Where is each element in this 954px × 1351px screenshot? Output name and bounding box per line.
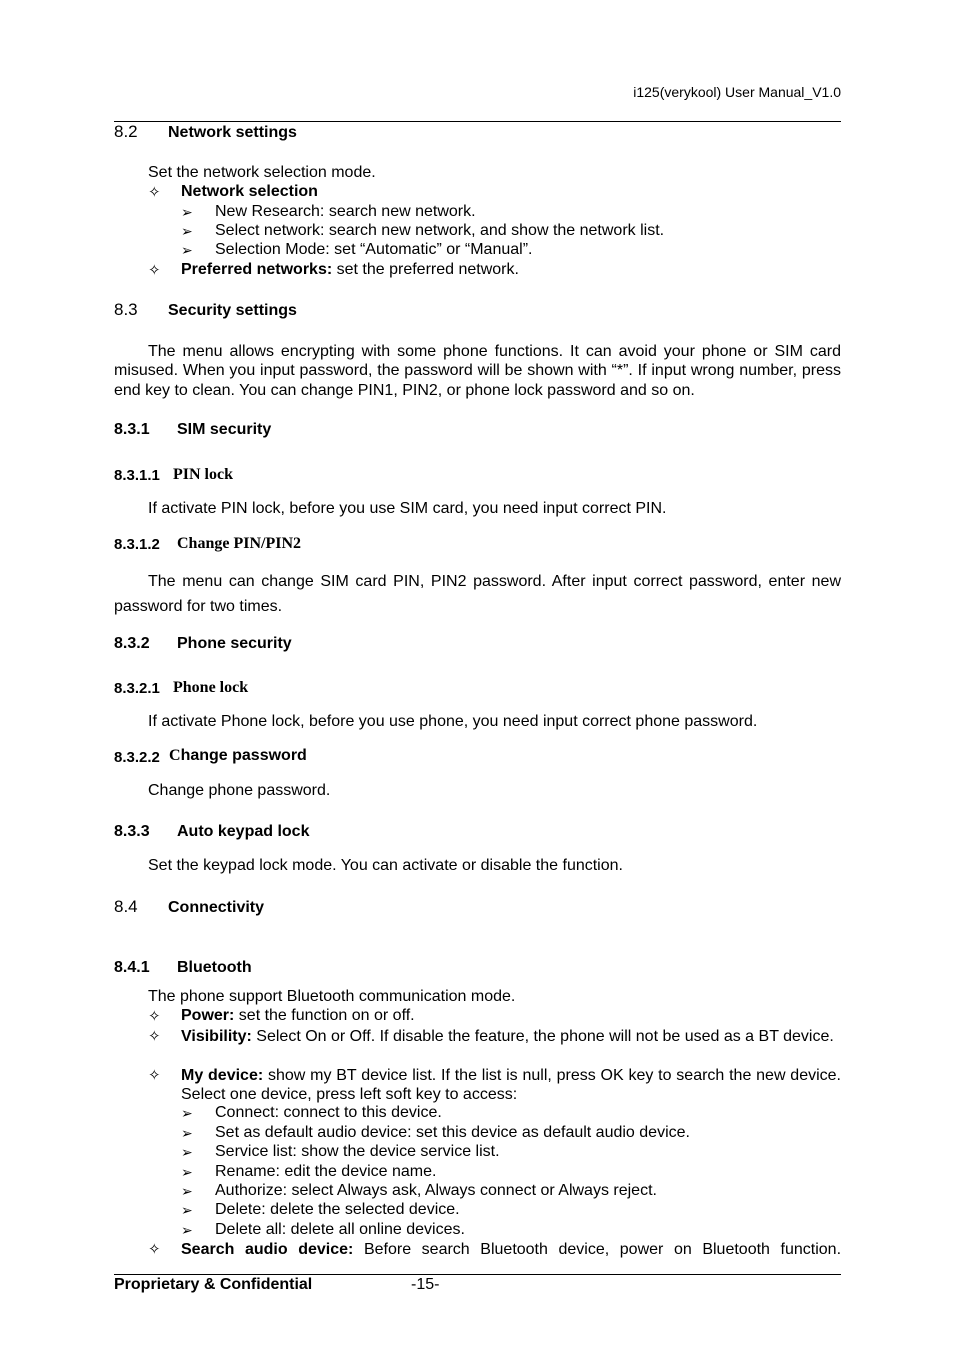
list-item	[181, 1066, 841, 1105]
sub-list-item: Authorize: select Always ask, Always connect or Always reject.	[215, 1182, 657, 1199]
subsubsection-title: Phone lock	[173, 679, 249, 696]
diamond-bullet-icon: ✧	[148, 1028, 161, 1045]
header-rule	[114, 121, 841, 122]
footer-rule	[114, 1274, 841, 1275]
subsection-title: Auto keypad lock	[177, 823, 310, 840]
list-item	[181, 1027, 841, 1046]
paragraph-text: The menu allows encrypting with some phone functions. It can avoid your phone or SIM card misused. When you input password, the password will be shown with “*”. If input wrong number, press end key to clean. You can change PIN1, PIN2, or phone lock password and so on.	[114, 343, 841, 399]
section-title: Network settings	[168, 124, 297, 141]
sub-list-item: Select network: search new network, and show the network list.	[215, 222, 665, 239]
subsubsection-number: 8.3.2.2	[114, 749, 160, 766]
section-title: Connectivity	[168, 899, 265, 916]
list-item	[181, 261, 519, 279]
paragraph: If activate Phone lock, before you use phone, you need input correct phone password.	[148, 713, 758, 730]
list-item-label: Preferred networks:	[181, 261, 333, 278]
list-item	[181, 1007, 415, 1025]
document-title: i125(verykool) User Manual_V1.0	[633, 84, 841, 100]
list-item	[181, 183, 318, 201]
list-item-text: Select On or Off. If disable the feature, the phone will not be used as a BT device.	[251, 1028, 834, 1045]
list-item-label: Power:	[181, 1007, 235, 1024]
diamond-bullet-icon: ✧	[148, 1008, 161, 1025]
paragraph: Change phone password.	[148, 782, 331, 799]
list-item-text: set the function on or off.	[234, 1007, 415, 1024]
arrow-bullet-icon: ➢	[181, 1202, 193, 1218]
subsubsection-title	[169, 747, 307, 765]
subsubsection-title: PIN lock	[173, 466, 233, 483]
subsubsection-number: 8.3.1.2	[114, 536, 160, 553]
sub-list-item: New Research: search new network.	[215, 203, 476, 220]
sub-list-item: Delete: delete the selected device.	[215, 1201, 460, 1218]
subsubsection-number: 8.3.2.1	[114, 680, 160, 697]
sub-list-item: Set as default audio device: set this device as default audio device.	[215, 1124, 690, 1141]
section-number: 8.3	[114, 300, 138, 319]
paragraph: The phone support Bluetooth communication mode.	[148, 988, 516, 1005]
title-rest: hange password	[180, 747, 307, 764]
subsection-title: Bluetooth	[177, 959, 252, 976]
sub-list-item: Service list: show the device service list.	[215, 1143, 500, 1160]
diamond-bullet-icon: ✧	[148, 1067, 161, 1084]
list-item-label: Network selection	[181, 183, 318, 200]
diamond-bullet-icon: ✧	[148, 262, 161, 279]
subsection-number: 8.3.1	[114, 421, 150, 438]
arrow-bullet-icon: ➢	[181, 223, 193, 239]
paragraph-text: The menu can change SIM card PIN, PIN2 password. After input correct password, enter new password for two times.	[114, 573, 841, 615]
subsection-number: 8.3.2	[114, 635, 150, 652]
diamond-bullet-icon: ✧	[148, 1241, 161, 1258]
sub-list-item: Selection Mode: set “Automatic” or “Manual”.	[215, 241, 533, 258]
arrow-bullet-icon: ➢	[181, 1144, 193, 1160]
list-item-text: Before search Bluetooth device, power on Bluetooth function.	[353, 1241, 842, 1258]
arrow-bullet-icon: ➢	[181, 1125, 193, 1141]
page-number: -15-	[411, 1276, 440, 1293]
list-item-label: Visibility:	[181, 1028, 252, 1045]
sub-list-item: Rename: edit the device name.	[215, 1163, 437, 1180]
arrow-bullet-icon: ➢	[181, 1183, 193, 1199]
footer-confidential: Proprietary & Confidential	[114, 1276, 313, 1293]
paragraph	[114, 569, 841, 619]
list-item-text: show my BT device list. If the list is null, press OK key to search the new device. Select one device, press left soft key to access:	[181, 1067, 841, 1104]
list-item-text: set the preferred network.	[332, 261, 519, 278]
list-item	[181, 1240, 841, 1259]
subsection-number: 8.3.3	[114, 823, 150, 840]
paragraph	[114, 342, 841, 400]
section-number: 8.4	[114, 897, 138, 916]
subsubsection-title: Change PIN/PIN2	[177, 535, 302, 552]
arrow-bullet-icon: ➢	[181, 1164, 193, 1180]
list-item-label: Search audio device:	[181, 1241, 354, 1258]
arrow-bullet-icon: ➢	[181, 1222, 193, 1238]
arrow-bullet-icon: ➢	[181, 1105, 193, 1121]
paragraph: Set the keypad lock mode. You can activate or disable the function.	[148, 857, 623, 874]
subsection-title: SIM security	[177, 421, 272, 438]
sub-list-item: Delete all: delete all online devices.	[215, 1221, 465, 1238]
subsection-title: Phone security	[177, 635, 292, 652]
diamond-bullet-icon: ✧	[148, 184, 161, 201]
section-title: Security settings	[168, 302, 297, 319]
paragraph: Set the network selection mode.	[148, 164, 376, 181]
list-item-label: My device:	[181, 1067, 264, 1084]
sub-list-item: Connect: connect to this device.	[215, 1104, 442, 1121]
arrow-bullet-icon: ➢	[181, 242, 193, 258]
paragraph: If activate PIN lock, before you use SIM card, you need input correct PIN.	[148, 500, 667, 517]
section-number: 8.2	[114, 122, 138, 141]
arrow-bullet-icon: ➢	[181, 204, 193, 220]
subsubsection-number: 8.3.1.1	[114, 467, 160, 484]
title-initial: C	[169, 747, 181, 764]
subsection-number: 8.4.1	[114, 959, 150, 976]
